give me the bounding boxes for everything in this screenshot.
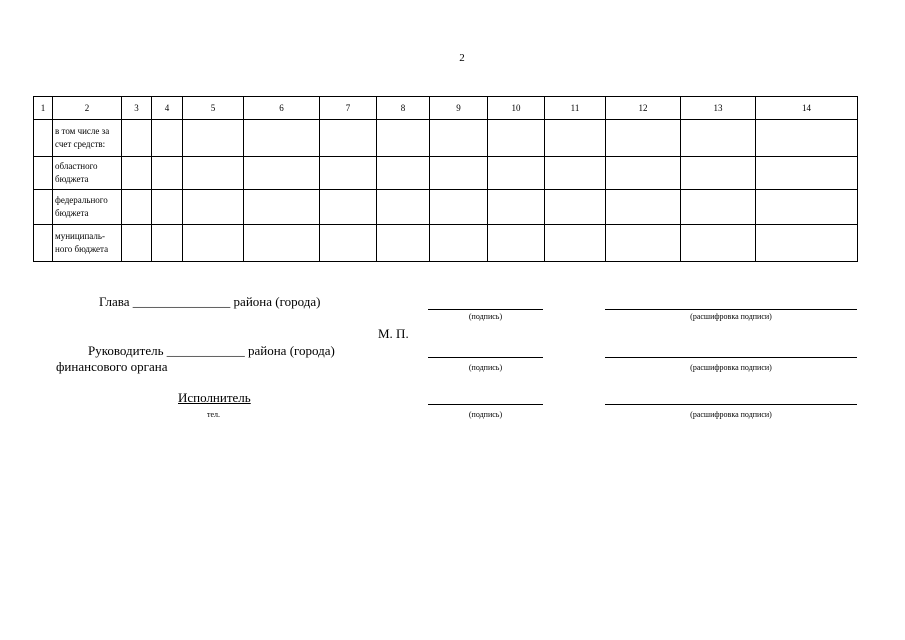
table-cell: [152, 225, 183, 262]
signature-line: [428, 309, 543, 310]
table-cell: [122, 120, 152, 157]
table-cell: [320, 190, 377, 225]
table-cell: [545, 157, 606, 190]
column-header: 12: [606, 97, 681, 120]
row-label: муниципаль- ного бюджета: [53, 225, 122, 262]
table-cell: [377, 120, 430, 157]
table-cell: [152, 120, 183, 157]
executor-label: Исполнитель: [178, 390, 251, 405]
column-header: 9: [430, 97, 488, 120]
decoding-line: [605, 309, 857, 310]
signature-caption: (подпись): [468, 363, 503, 372]
column-header: 4: [152, 97, 183, 120]
table-cell: [606, 157, 681, 190]
table-row: [34, 157, 858, 190]
table-cell: [320, 157, 377, 190]
table-cell: [244, 157, 320, 190]
column-header: 3: [122, 97, 152, 120]
table-cell: [545, 225, 606, 262]
table-cell: [488, 190, 545, 225]
budget-table: [33, 96, 858, 262]
table-cell: [756, 157, 858, 190]
signature-line: [428, 404, 543, 405]
table-cell: [606, 190, 681, 225]
row-label: областного бюджета: [53, 157, 122, 190]
table-cell: [430, 120, 488, 157]
decoding-line: [605, 404, 857, 405]
column-header: 10: [488, 97, 545, 120]
table-cell: [488, 225, 545, 262]
table-row: [34, 225, 858, 262]
table-cell: [430, 190, 488, 225]
stamp-place: М. П.: [378, 326, 409, 341]
table-cell: [756, 190, 858, 225]
table-cell: [606, 120, 681, 157]
decoding-caption: (расшифровка подписи): [690, 312, 772, 321]
header-row: [34, 97, 858, 120]
table-cell: [430, 225, 488, 262]
column-header: 5: [183, 97, 244, 120]
table-cell: [122, 157, 152, 190]
table-cell: [430, 157, 488, 190]
table-cell: [34, 120, 53, 157]
column-header: 7: [320, 97, 377, 120]
table-cell: [320, 225, 377, 262]
table-cell: [183, 157, 244, 190]
table-cell: [377, 225, 430, 262]
table-cell: [681, 157, 756, 190]
row-label: в том числе за счет средств:: [53, 120, 122, 157]
table-cell: [377, 157, 430, 190]
column-header: 1: [34, 97, 53, 120]
table-cell: [545, 120, 606, 157]
signature-caption: (подпись): [468, 312, 503, 321]
table-cell: [244, 120, 320, 157]
decoding-caption: (расшифровка подписи): [690, 410, 772, 419]
table-cell: [320, 120, 377, 157]
table-cell: [681, 120, 756, 157]
table-cell: [244, 190, 320, 225]
table-cell: [183, 120, 244, 157]
table-cell: [681, 190, 756, 225]
finance-signature-label: Руководитель ____________ района (города): [88, 343, 335, 358]
table-cell: [34, 225, 53, 262]
column-header: 11: [545, 97, 606, 120]
table-cell: [377, 190, 430, 225]
decoding-caption: (расшифровка подписи): [690, 363, 772, 372]
column-header: 6: [244, 97, 320, 120]
table-row: [34, 190, 858, 225]
table-cell: [488, 157, 545, 190]
finance-signature-label-line2: финансового органа: [56, 359, 168, 374]
table-cell: [152, 157, 183, 190]
table-cell: [183, 190, 244, 225]
table-cell: [152, 190, 183, 225]
page-number: 2: [459, 52, 465, 64]
column-header: 2: [53, 97, 122, 120]
table-cell: [756, 120, 858, 157]
column-header: 14: [756, 97, 858, 120]
signature-caption: (подпись): [468, 410, 503, 419]
table-cell: [244, 225, 320, 262]
table-cell: [681, 225, 756, 262]
table-cell: [545, 190, 606, 225]
table-cell: [183, 225, 244, 262]
decoding-line: [605, 357, 857, 358]
table-cell: [606, 225, 681, 262]
table-cell: [122, 190, 152, 225]
table-cell: [488, 120, 545, 157]
phone-label: тел.: [207, 410, 221, 419]
table-cell: [34, 190, 53, 225]
table-cell: [122, 225, 152, 262]
signature-line: [428, 357, 543, 358]
head-signature-label: Глава _______________ района (города): [99, 294, 321, 309]
table-cell: [756, 225, 858, 262]
column-header: 8: [377, 97, 430, 120]
table-cell: [34, 157, 53, 190]
row-label: федерального бюджета: [53, 190, 122, 225]
column-header: 13: [681, 97, 756, 120]
table-row: [34, 120, 858, 157]
